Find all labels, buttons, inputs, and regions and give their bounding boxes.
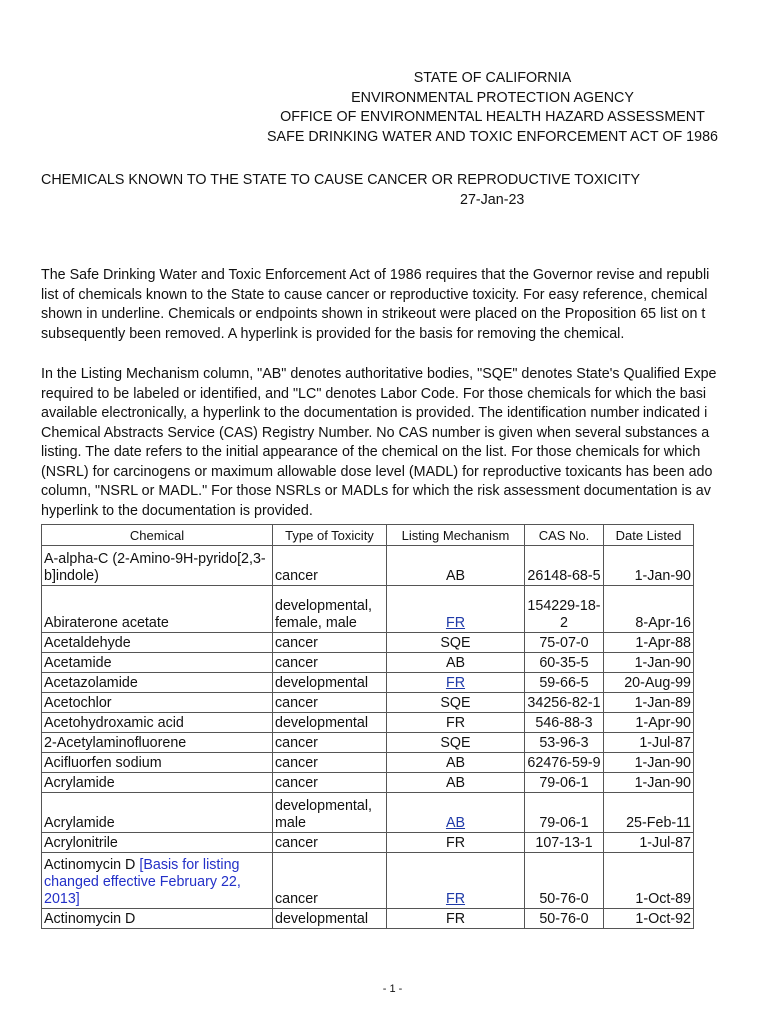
mechanism-text: FR [445,715,466,731]
cell-mechanism [387,833,525,853]
cell-cas-number: 26148-68-5 [525,546,604,586]
table-row [42,673,694,693]
cell-chemical [42,586,273,633]
cell-toxicity: developmental, female, male [273,586,387,633]
mechanism-link[interactable]: FR [445,615,466,631]
cell-date-listed: 1-Oct-89 [604,853,694,909]
cell-toxicity: cancer [273,753,387,773]
header-line-act: SAFE DRINKING WATER AND TOXIC ENFORCEMENT ACT OF 1986 [267,128,718,145]
cell-cas-number: 62476-59-9 [525,753,604,773]
cell-toxicity: cancer [273,693,387,713]
chemical-name: Acifluorfen sodium [44,755,162,771]
table-row [42,586,694,633]
cell-toxicity: cancer [273,773,387,793]
cell-chemical [42,653,273,673]
chemical-name: Acrylamide [44,775,115,791]
cell-date-listed: 1-Apr-88 [604,633,694,653]
table-row [42,693,694,713]
chemical-name: Acetaldehyde [44,635,131,651]
document-title: CHEMICALS KNOWN TO THE STATE TO CAUSE CANCER OR REPRODUCTIVE TOXICITY [41,172,640,188]
cell-cas-number: 75-07-0 [525,633,604,653]
chemicals-table [41,524,694,929]
cell-chemical [42,753,273,773]
cell-toxicity: cancer [273,733,387,753]
column-header-chemical: Chemical [42,525,273,546]
cell-toxicity: cancer [273,853,387,909]
intro-line: list of chemicals known to the State to cause cancer or reproductive toxicity. For easy reference, chemical [41,286,708,303]
chemical-name: Acetamide [44,655,112,671]
cell-mechanism[interactable] [387,673,525,693]
cell-cas-number: 154229-18-2 [525,586,604,633]
cell-date-listed: 20-Aug-99 [604,673,694,693]
cell-date-listed: 25-Feb-11 [604,793,694,833]
cell-toxicity: developmental [273,673,387,693]
mechanism-link[interactable]: AB [445,815,466,831]
cell-mechanism[interactable] [387,853,525,909]
mechanism-line: available electronically, a hyperlink to the documentation is provided. The identification number indicated i [41,405,708,421]
cell-mechanism [387,633,525,653]
cell-chemical [42,673,273,693]
cell-date-listed: 1-Apr-90 [604,713,694,733]
mechanism-text: SQE [440,695,471,711]
agency-header [0,69,768,147]
cell-toxicity: cancer [273,633,387,653]
mechanism-line: In the Listing Mechanism column, "AB" denotes authoritative bodies, "SQE" denotes State's Qualified Expe [41,366,717,382]
chemical-name: Abiraterone acetate [44,615,169,631]
cell-cas-number: 79-06-1 [525,773,604,793]
cell-date-listed: 1-Jan-89 [604,693,694,713]
cell-chemical [42,773,273,793]
table-row [42,733,694,753]
cell-date-listed: 1-Oct-92 [604,909,694,929]
mechanism-paragraph [41,365,768,521]
mechanism-link[interactable]: FR [445,891,466,907]
chemical-name: Actinomycin D [44,911,136,927]
column-header-toxicity: Type of Toxicity [273,525,387,546]
table-row [42,713,694,733]
cell-date-listed: 1-Jul-87 [604,833,694,853]
intro-line: The Safe Drinking Water and Toxic Enforcement Act of 1986 requires that the Governor revise and republi [41,267,710,283]
chemical-name: Actinomycin D [44,857,136,873]
chemical-name: Acetohydroxamic acid [44,715,184,731]
cell-cas-number: 107-13-1 [525,833,604,853]
cell-toxicity: developmental, male [273,793,387,833]
table-header-row [42,525,694,546]
cell-toxicity: cancer [273,833,387,853]
cell-chemical [42,633,273,653]
mechanism-line: hyperlink to the documentation is provided. [41,502,313,519]
cell-cas-number: 59-66-5 [525,673,604,693]
cell-toxicity: developmental [273,909,387,929]
cell-chemical [42,909,273,929]
cell-chemical [42,853,273,909]
cell-date-listed: 1-Jan-90 [604,773,694,793]
mechanism-text: AB [445,775,466,791]
cell-toxicity: developmental [273,713,387,733]
mechanism-line: listing. The date refers to the initial appearance of the chemical on the list. For those chemicals for which [41,444,701,460]
cell-mechanism [387,753,525,773]
cell-mechanism[interactable] [387,793,525,833]
mechanism-text: AB [445,655,466,671]
cell-chemical [42,546,273,586]
mechanism-text: SQE [440,635,471,651]
chemical-name: Acetochlor [44,695,112,711]
cell-chemical [42,693,273,713]
cell-mechanism [387,909,525,929]
cell-toxicity: cancer [273,546,387,586]
cell-date-listed: 1-Jul-87 [604,733,694,753]
intro-paragraph [41,266,768,344]
mechanism-line: (NSRL) for carcinogens or maximum allowable dose level (MADL) for reproductive toxicants has been ado [41,463,713,480]
cell-toxicity: cancer [273,653,387,673]
cell-cas-number: 50-76-0 [525,853,604,909]
cell-cas-number: 34256-82-1 [525,693,604,713]
mechanism-line: Chemical Abstracts Service (CAS) Registry Number. No CAS number is given when several substances a [41,424,710,441]
cell-cas-number: 50-76-0 [525,909,604,929]
cell-mechanism [387,773,525,793]
cell-mechanism [387,733,525,753]
mechanism-text: SQE [440,735,471,751]
cell-chemical [42,833,273,853]
cell-mechanism [387,653,525,673]
cell-cas-number: 79-06-1 [525,793,604,833]
cell-mechanism[interactable] [387,586,525,633]
table-row [42,753,694,773]
intro-line: subsequently been removed. A hyperlink is provided for the basis for removing the chemical. [41,325,625,342]
cell-cas-number: 60-35-5 [525,653,604,673]
header-line-office: OFFICE OF ENVIRONMENTAL HEALTH HAZARD ASSESSMENT [280,109,705,125]
mechanism-text: AB [445,755,466,771]
mechanism-text: FR [445,911,466,927]
mechanism-text: FR [445,835,466,851]
mechanism-text: AB [445,568,466,584]
basis-change-link[interactable]: [Basis for listing changed effective February 22, 2013] [44,857,241,907]
cell-date-listed: 1-Jan-90 [604,546,694,586]
intro-line: shown in underline. Chemicals or endpoints shown in strikeout were placed on the Proposition 65 list on t [41,306,706,322]
page-number: - 1 - [382,983,403,995]
chemical-name: Acrylonitrile [44,835,118,851]
cell-chemical [42,733,273,753]
column-header-mechanism: Listing Mechanism [387,525,525,546]
mechanism-link[interactable]: FR [445,675,466,691]
cell-chemical [42,713,273,733]
chemical-name: 2-Acetylaminofluorene [44,735,187,751]
table-row [42,853,694,909]
chemical-name: A-alpha-C (2-Amino-9H-pyrido[2,3-b]indole) [44,551,266,584]
chemical-name: Acrylamide [44,815,115,831]
cell-cas-number: 546-88-3 [525,713,604,733]
cell-date-listed: 1-Jan-90 [604,753,694,773]
mechanism-line: required to be labeled or identified, and "LC" denotes Labor Code. For those chemicals for which the basi [41,385,707,402]
cell-chemical [42,793,273,833]
cell-mechanism [387,546,525,586]
chemical-name: Acetazolamide [44,675,138,691]
table-body [42,546,694,929]
cell-date-listed: 1-Jan-90 [604,653,694,673]
document-date: 27-Jan-23 [460,192,525,208]
cell-cas-number: 53-96-3 [525,733,604,753]
cell-mechanism [387,693,525,713]
table-row [42,633,694,653]
header-line-agency: ENVIRONMENTAL PROTECTION AGENCY [351,89,634,106]
table-row [42,909,694,929]
table-row [42,833,694,853]
table-row [42,793,694,833]
cell-mechanism [387,713,525,733]
table-row [42,546,694,586]
header-line-state: STATE OF CALIFORNIA [413,70,572,86]
mechanism-line: column, "NSRL or MADL." For those NSRLs or MADLs for which the risk assessment documentation is av [41,483,711,499]
cell-date-listed: 8-Apr-16 [604,586,694,633]
column-header-cas: CAS No. [525,525,604,546]
table-row [42,653,694,673]
table-row [42,773,694,793]
column-header-date: Date Listed [604,525,694,546]
